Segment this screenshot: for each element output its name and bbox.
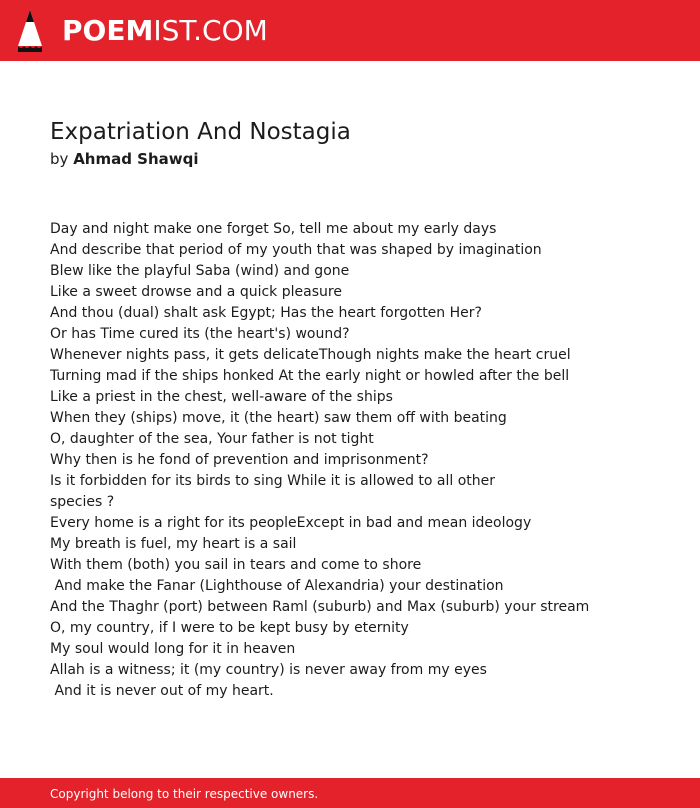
- poem-line: Allah is a witness; it (my country) is never away from my eyes: [50, 662, 487, 678]
- by-label: by: [50, 150, 69, 168]
- poem-line: O, daughter of the sea, Your father is not tight: [50, 431, 374, 447]
- poem-body: [50, 219, 670, 702]
- poem-line: Why then is he fond of prevention and imprisonment?: [50, 452, 429, 468]
- byline: [50, 149, 199, 169]
- copyright-text: Copyright belong to their respective owners.: [50, 787, 319, 801]
- poem-line: Day and night make one forget So, tell me about my early days: [50, 221, 497, 237]
- poem-line: Like a sweet drowse and a quick pleasure: [50, 284, 342, 300]
- poem-line: Turning mad if the ships honked At the early night or howled after the bell: [50, 368, 570, 384]
- poem-line: Whenever nights pass, it gets delicateThough nights make the heart cruel: [50, 347, 571, 363]
- poem-line: And the Thaghr (port) between Raml (suburb) and Max (suburb) your stream: [50, 599, 590, 615]
- poem-line: Blew like the playful Saba (wind) and gone: [50, 263, 350, 279]
- logo-text-bold: POEM: [62, 14, 154, 47]
- poem-title: Expatriation And Nostagia: [50, 119, 351, 145]
- poem-line: My soul would long for it in heaven: [50, 641, 296, 657]
- logo-text-light: IST.COM: [153, 14, 268, 47]
- poem-line: species ?: [50, 494, 115, 510]
- poem-line: And make the Fanar (Lighthouse of Alexandria) your destination: [50, 578, 504, 594]
- poem-line: Like a priest in the chest, well-aware of the ships: [50, 389, 393, 405]
- pencil-tip-icon[interactable]: [18, 10, 42, 52]
- poem-line: When they (ships) move, it (the heart) saw them off with beating: [50, 410, 507, 426]
- poem-line: And it is never out of my heart.: [50, 683, 274, 699]
- poem-line: And thou (dual) shalt ask Egypt; Has the heart forgotten Her?: [50, 305, 482, 321]
- site-header: [0, 0, 700, 61]
- site-logo[interactable]: [62, 13, 268, 49]
- poem-line: And describe that period of my youth that was shaped by imagination: [50, 242, 542, 258]
- poem-line: Or has Time cured its (the heart's) wound?: [50, 326, 350, 342]
- poem-line: Is it forbidden for its birds to sing While it is allowed to all other: [50, 473, 496, 489]
- poem-line: With them (both) you sail in tears and come to shore: [50, 557, 422, 573]
- poem-line: O, my country, if I were to be kept busy by eternity: [50, 620, 409, 636]
- site-footer: [0, 778, 700, 808]
- author-name: Ahmad Shawqi: [73, 150, 199, 168]
- poem-line: My breath is fuel, my heart is a sail: [50, 536, 297, 552]
- poem-line: Every home is a right for its peopleExcept in bad and mean ideology: [50, 515, 532, 531]
